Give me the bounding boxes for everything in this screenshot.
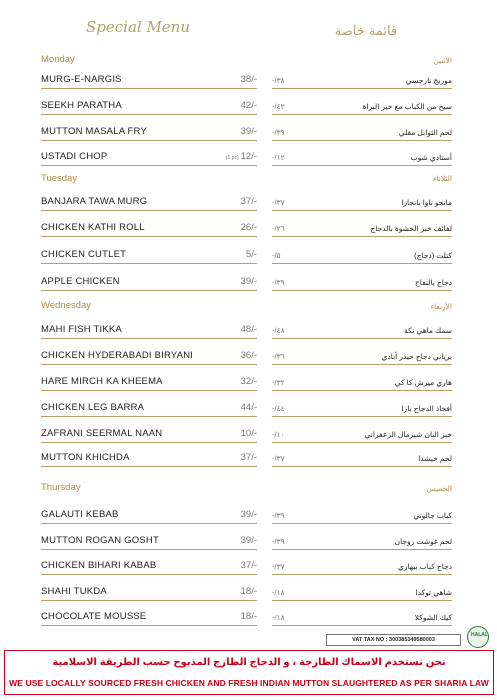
item-name: CHOCOLATE MOUSSE [41, 611, 147, 622]
item-price-ar: ٣٧/- [272, 454, 285, 463]
item-price: 39/- [240, 276, 257, 287]
item-price-ar: ٤٨/- [272, 326, 285, 335]
menu-item [41, 270, 257, 291]
item-name-ar: لحم غوشت روجان [394, 537, 452, 546]
item-price: 44/- [240, 402, 257, 413]
menu-item [41, 396, 257, 417]
item-name-ar: موريج نارجسي [405, 76, 452, 85]
menu-item-ar [272, 370, 452, 391]
item-price: 37/- [240, 560, 257, 571]
item-price: 39/- [240, 126, 257, 137]
item-name: SHAHI TUKDA [41, 586, 107, 597]
item-price-ar: ٣٦/- [272, 352, 285, 361]
item-price: 10/- [240, 428, 257, 439]
item-price: 18/- [240, 611, 257, 622]
item-price: 37/- [240, 196, 257, 207]
item-name-ar: برياني دجاج حيدر أبادي [381, 352, 452, 361]
item-name: MAHI FISH TIKKA [41, 324, 122, 335]
item-name: ZAFRANI SEERMAL NAAN [41, 428, 163, 439]
item-name-ar: أستادي شوب [410, 153, 452, 162]
menu-item-ar [272, 554, 452, 575]
menu-item [41, 243, 257, 264]
item-name: USTADI CHOP [41, 151, 108, 162]
item-name-ar: دجاج بالتفاح [414, 278, 452, 287]
item-name-ar: شاهي توكدا [415, 588, 452, 597]
item-price: 18/- [240, 586, 257, 597]
item-price-ar: ٥/- [272, 251, 281, 260]
item-price: 36/- [240, 350, 257, 361]
menu-item [41, 605, 257, 626]
menu-item [41, 503, 257, 524]
menu-item [41, 554, 257, 575]
item-price-ar: ٣٧/- [272, 198, 285, 207]
item-price [226, 151, 257, 162]
item-price: 39/- [240, 509, 257, 520]
item-name-ar: أفخاذ الدجاج بارا [401, 404, 452, 413]
item-price: 38/- [240, 74, 257, 85]
menu-item-ar [272, 422, 452, 443]
menu-item-ar [272, 396, 452, 417]
item-name-ar: كتلت (دجاج) [414, 251, 452, 260]
item-name-ar: خبز النان شيرمال الزعفراني [364, 430, 452, 439]
item-name-ar: كيك الشوكلا [414, 613, 452, 622]
halal-logo-icon [467, 626, 489, 648]
menu-item-ar [272, 344, 452, 365]
menu-title-arabic: قائمة خاصة [334, 24, 398, 39]
item-price-ar: ١٠/- [272, 430, 285, 439]
menu-item [41, 94, 257, 115]
menu-item [41, 216, 257, 237]
menu-item-ar [272, 94, 452, 115]
item-name: CHICKEN HYDERABADI BIRYANI [41, 350, 194, 361]
day-heading-wednesday-ar: الأربعاء [430, 302, 452, 311]
item-price-ar: ٢٦/- [272, 224, 285, 233]
menu-item-ar [272, 216, 452, 237]
halal-logo-text: HALAL [471, 632, 488, 638]
item-name: CHICKEN KATHI ROLL [41, 222, 145, 233]
menu-item [41, 145, 257, 166]
item-price-ar: ١٨/- [272, 613, 285, 622]
item-price-ar: ٤٤/- [272, 404, 285, 413]
menu-item-ar [272, 120, 452, 141]
day-heading-monday: Monday [41, 54, 75, 65]
item-name-ar: لحم خيشدا [418, 454, 452, 463]
menu-item-ar [272, 529, 452, 550]
item-name-ar: مانجو تاوا بانجارا [401, 198, 452, 207]
item-price: 5/- [245, 249, 257, 260]
item-name: GALAUTI KEBAB [41, 509, 119, 520]
item-price-ar: ٤٢/- [272, 102, 285, 111]
item-price-value: 12/- [240, 151, 257, 162]
item-price: 48/- [240, 324, 257, 335]
item-name: CHICKEN LEG BARRA [41, 402, 145, 413]
item-name-ar: لحم الثوابل مقلي [398, 128, 452, 137]
day-heading-thursday: Thursday [41, 482, 81, 493]
menu-item [41, 120, 257, 141]
vat-number: VAT TAX NO : 300385349580003 [326, 634, 461, 646]
menu-item [41, 68, 257, 89]
item-price-ar: ٣٢/- [272, 378, 285, 387]
item-price-ar: ١٨/- [272, 588, 285, 597]
item-name: SEEKH PARATHA [41, 100, 122, 111]
item-price-ar: ٣٩/- [272, 511, 285, 520]
day-heading-monday-ar: الاثنين [433, 56, 452, 65]
menu-item [41, 318, 257, 339]
item-price: 42/- [240, 100, 257, 111]
item-price: 39/- [240, 535, 257, 546]
day-heading-thursday-ar: الخميس [426, 484, 452, 493]
menu-item-ar [272, 605, 452, 626]
menu-item-ar [272, 318, 452, 339]
item-portion: (1 pc) [225, 155, 239, 161]
item-price: 26/- [240, 222, 257, 233]
banner-text-english: WE USE LOCALLY SOURCED FRESH CHICKEN AND FRESH INDIAN MUTTON SLAUGHTERED AS PER SHARIA LAW [9, 678, 489, 688]
item-name: CHICKEN BIHARI KABAB [41, 560, 157, 571]
menu-item-ar [272, 190, 452, 211]
item-name-ar: سيخ من الكباب مع خبز البراة [362, 102, 452, 111]
menu-item-ar [272, 270, 452, 291]
item-price-ar: ٣٩/- [272, 537, 285, 546]
item-price-ar: ٣٧/- [272, 562, 285, 571]
banner-text-arabic: نحن نستخدم الاسماك الطازجة ، و الدجاج الطازج المذبوح حسب الطريقة الاسلامية [52, 657, 446, 668]
item-price-ar: ٣٩/- [272, 278, 285, 287]
item-name: APPLE CHICKEN [41, 276, 120, 287]
menu-item-ar [272, 243, 452, 264]
menu-title-english: Special Menu [85, 18, 191, 36]
menu-item-ar [272, 145, 452, 166]
item-name: MURG-E-NARGIS [41, 74, 122, 85]
sourcing-banner [4, 650, 494, 695]
menu-item [41, 446, 257, 467]
menu-item [41, 190, 257, 211]
menu-item-ar [272, 503, 452, 524]
item-price-ar: ٣٩/- [272, 128, 285, 137]
item-name-ar: دجاج كباب بيهاري [397, 562, 452, 571]
item-name-ar: سمك ماهي تكة [404, 326, 452, 335]
item-name-ar: كباب جالوتي [413, 511, 452, 520]
menu-item [41, 580, 257, 601]
menu-item [41, 370, 257, 391]
item-price: 37/- [240, 452, 257, 463]
item-name: MUTTON ROGAN GOSHT [41, 535, 159, 546]
item-name: MUTTON KHICHDA [41, 452, 130, 463]
item-name: CHICKEN CUTLET [41, 249, 127, 260]
item-name: MUTTON MASALA FRY [41, 126, 147, 137]
menu-item [41, 344, 257, 365]
item-price-ar: ٣٨/- [272, 76, 285, 85]
menu-item-ar [272, 68, 452, 89]
item-name-ar: لفائف خبز الحشوة بالدجاج [370, 224, 452, 233]
item-price-ar: ١٢/- [272, 153, 285, 162]
item-price: 32/- [240, 376, 257, 387]
menu-item-ar [272, 446, 452, 467]
day-heading-wednesday: Wednesday [41, 300, 91, 311]
menu-item [41, 529, 257, 550]
item-name: BANJARA TAWA MURG [41, 196, 148, 207]
menu-item-ar [272, 580, 452, 601]
menu-item [41, 422, 257, 443]
item-name-ar: هاري ميرش كا كي [394, 378, 452, 387]
day-heading-tuesday-ar: الثلاثاء [432, 174, 452, 183]
item-name: HARE MIRCH KA KHEEMA [41, 376, 163, 387]
day-heading-tuesday: Tuesday [41, 173, 78, 184]
